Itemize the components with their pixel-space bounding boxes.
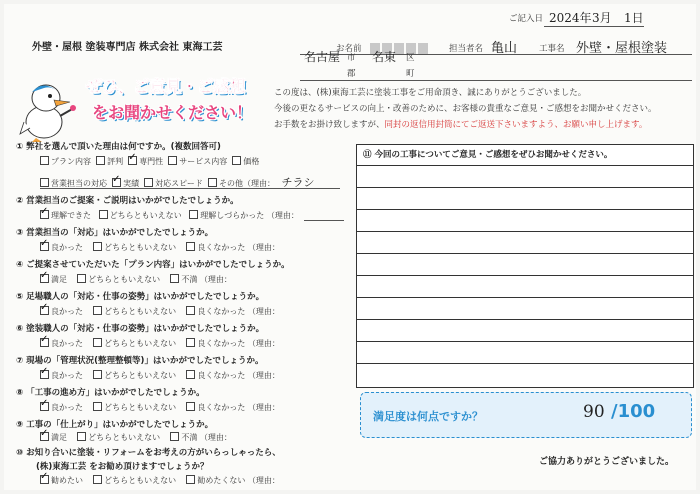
- comment-line: [357, 363, 693, 364]
- q7-options: ✓良かった どちらともいえない 良くなかった （理由：: [40, 370, 280, 381]
- q1-options-row2: 営業担当の対応 ✓ 実績 対応スピード その他（理由： チラシ: [40, 174, 315, 190]
- q5-options: ✓良かった どちらともいえない 良くなかった （理由：: [40, 306, 280, 317]
- q9-check-satisfied[interactable]: [40, 432, 49, 441]
- question-7: ⑦ 現場の「管理状況(整理整頓等)」はいかがでしたでしょうか。: [16, 356, 264, 366]
- q1-other-value[interactable]: チラシ: [281, 176, 315, 189]
- q1-check-results[interactable]: [112, 178, 121, 187]
- question-1: ① 弊社を選んで頂いた理由は何ですか。(複数回答可): [16, 142, 221, 152]
- question-10: ⑩ お知り合いに塗装・リフォームをお考えの方がいらっしゃったら、: [16, 448, 281, 458]
- q1-check-speed[interactable]: [144, 178, 153, 187]
- score-value[interactable]: 90: [583, 402, 605, 422]
- q1-check-price[interactable]: [232, 156, 241, 165]
- q10-check-neutral[interactable]: [93, 475, 102, 484]
- q2-underline: [304, 220, 344, 221]
- q6-check-neutral[interactable]: [93, 338, 102, 347]
- q4-check-dissatisfied[interactable]: [170, 274, 179, 283]
- q1-check-expertise[interactable]: [128, 156, 137, 165]
- question-5: ⑤ 足場職人の「対応・仕事の姿勢」はいかがでしたでしょうか。: [16, 292, 265, 302]
- intro-line3: お手数をお掛け致しますが、同封の返信用封筒にてご返送下さいますよう、お願い申し上げます。: [274, 120, 648, 130]
- comment-line: [357, 209, 693, 210]
- comment-line: [357, 231, 693, 232]
- question-8: ⑧ 「工事の進め方」はいかがでしたでしょうか。: [16, 388, 205, 398]
- q10-check-recommend[interactable]: [40, 475, 49, 484]
- q2-check-hard[interactable]: [189, 210, 198, 219]
- q6-reason-label: （理由：: [247, 339, 280, 348]
- date-underline: [544, 26, 644, 27]
- work-label: 工事名: [539, 44, 565, 54]
- q5-check-bad[interactable]: [186, 306, 195, 315]
- q4-check-satisfied[interactable]: [40, 274, 49, 283]
- score-label: 満足度は何点ですか？: [373, 410, 483, 423]
- q1-check-reputation[interactable]: [96, 156, 105, 165]
- address-underline: [300, 80, 692, 81]
- q8-options: ✓良かった どちらともいえない 良くなかった （理由：: [40, 402, 280, 413]
- intro-red-text: 同封の返信用封筒にてご返送下さいますよう、お願い申し上げます。: [384, 120, 648, 130]
- q1-check-plan[interactable]: [40, 156, 49, 165]
- comment-line: [357, 187, 693, 188]
- thanks-text: ご協力ありがとうございました。: [539, 457, 675, 467]
- slogan-line1: ぜひ、ご意見・ご感想: [86, 77, 246, 96]
- q2-check-understood[interactable]: [40, 210, 49, 219]
- address-ward-suffix: 区: [406, 53, 415, 63]
- slogan-line2: をお聞かせください！: [92, 103, 253, 122]
- q6-check-bad[interactable]: [186, 338, 195, 347]
- date-day[interactable]: 1日: [624, 11, 644, 25]
- address-ward[interactable]: 名東: [372, 50, 397, 64]
- comment-line: [357, 297, 693, 298]
- q10-options: ✓勧めたい どちらともいえない 勧めたくない （理由：: [40, 475, 280, 486]
- intro-line2: 今後の更なるサービスの向上・改善のために、お客様の貴重なご意見・ご感想をお聞かせください。: [274, 104, 657, 114]
- question-4: ④ ご提案させていただいた「プラン内容」はいかがでしたでしょうか。: [16, 260, 290, 270]
- question-10-cont: (株)東海工芸 をお勧め頂けますでしょうか？: [36, 462, 209, 472]
- q10-reason-label: （理由：: [247, 476, 280, 485]
- q4-reason-label: （理由：: [199, 275, 232, 284]
- question-2: ② 営業担当のご提案・ご説明はいかがでしたでしょうか。: [16, 196, 239, 206]
- q3-check-bad[interactable]: [186, 242, 195, 251]
- comment-line: [357, 253, 693, 254]
- q8-check-bad[interactable]: [186, 402, 195, 411]
- address-city[interactable]: 名古屋: [304, 50, 341, 64]
- q10-check-not-recommend[interactable]: [186, 475, 195, 484]
- staff-label: 担当者名: [449, 44, 484, 54]
- q7-check-good[interactable]: [40, 370, 49, 379]
- question-11: ⑪ 今回の工事についてご意見・ご感想をぜひお聞かせください。: [363, 150, 613, 160]
- q3-check-neutral[interactable]: [93, 242, 102, 251]
- question-9: ⑨ 工事の「仕上がり」はいかがでしたでしょうか。: [16, 420, 214, 430]
- question-3: ③ 営業担当の「対応」はいかがでしたでしょうか。: [16, 228, 214, 238]
- comment-line: [357, 319, 693, 320]
- q2-check-neutral[interactable]: [99, 210, 108, 219]
- q3-options: ✓良かった どちらともいえない 良くなかった （理由：: [40, 242, 280, 253]
- q2-options: ✓理解できた どちらともいえない 理解しづらかった （理由：: [40, 210, 299, 221]
- work-value[interactable]: 外壁・屋根塗装: [576, 41, 668, 56]
- name-label: お名前: [336, 44, 362, 54]
- address-city-suffix: 市: [347, 53, 356, 63]
- company-line: 外壁・屋根 塗装専門店 株式会社 東海工芸: [32, 42, 223, 53]
- date-month[interactable]: 3月: [592, 11, 612, 25]
- comment-line: [357, 275, 693, 276]
- q3-reason-label: （理由：: [247, 243, 280, 252]
- q9-reason-label: （理由：: [199, 433, 232, 442]
- q8-reason-label: （理由：: [247, 403, 280, 412]
- q1-options-row1: プラン内容 評判 ✓ 専門性 サービス内容 価格: [40, 156, 259, 167]
- name-underline: [300, 54, 692, 55]
- q9-options: ✓満足 どちらともいえない 不満 （理由：: [40, 432, 232, 443]
- score-max: /100: [611, 401, 656, 422]
- q1-check-sales[interactable]: [40, 178, 49, 187]
- q9-check-dissatisfied[interactable]: [170, 432, 179, 441]
- q1-check-service[interactable]: [168, 156, 177, 165]
- date-year[interactable]: 2024年: [549, 11, 592, 25]
- q8-check-good[interactable]: [40, 402, 49, 411]
- intro-line1: この度は、(株)東海工芸に塗装工事をご用命頂き、誠にありがとうございました。: [274, 88, 587, 98]
- question-6: ⑥ 塗装職人の「対応・仕事の姿勢」はいかがでしたでしょうか。: [16, 324, 265, 334]
- address-gun: 郡: [347, 69, 356, 79]
- q6-check-good[interactable]: [40, 338, 49, 347]
- q2-reason-label: （理由：: [266, 211, 299, 220]
- q1-check-other[interactable]: [208, 178, 217, 187]
- survey-sheet: [4, 4, 696, 490]
- score-box: [360, 392, 692, 438]
- q5-check-neutral[interactable]: [93, 306, 102, 315]
- q7-reason-label: （理由：: [247, 371, 280, 380]
- q4-options: ✓満足 どちらともいえない 不満 （理由：: [40, 274, 232, 285]
- q11-comment-box[interactable]: [356, 144, 694, 388]
- q1-underline: [40, 188, 340, 189]
- staff-value[interactable]: 亀山: [491, 41, 518, 56]
- q8-check-neutral[interactable]: [93, 402, 102, 411]
- date-label: ご記入日: [509, 14, 544, 24]
- q5-check-good[interactable]: [40, 306, 49, 315]
- q9-check-neutral[interactable]: [77, 432, 86, 441]
- comment-line: [357, 341, 693, 342]
- q6-options: ✓良かった どちらともいえない 良くなかった （理由：: [40, 338, 280, 349]
- q7-check-bad[interactable]: [186, 370, 195, 379]
- q7-check-neutral[interactable]: [93, 370, 102, 379]
- comment-line: [357, 165, 693, 166]
- q3-check-good[interactable]: [40, 242, 49, 251]
- q5-reason-label: （理由：: [247, 307, 280, 316]
- q4-check-neutral[interactable]: [77, 274, 86, 283]
- address-town: 町: [406, 69, 415, 79]
- duck-mascot-icon: [16, 76, 76, 142]
